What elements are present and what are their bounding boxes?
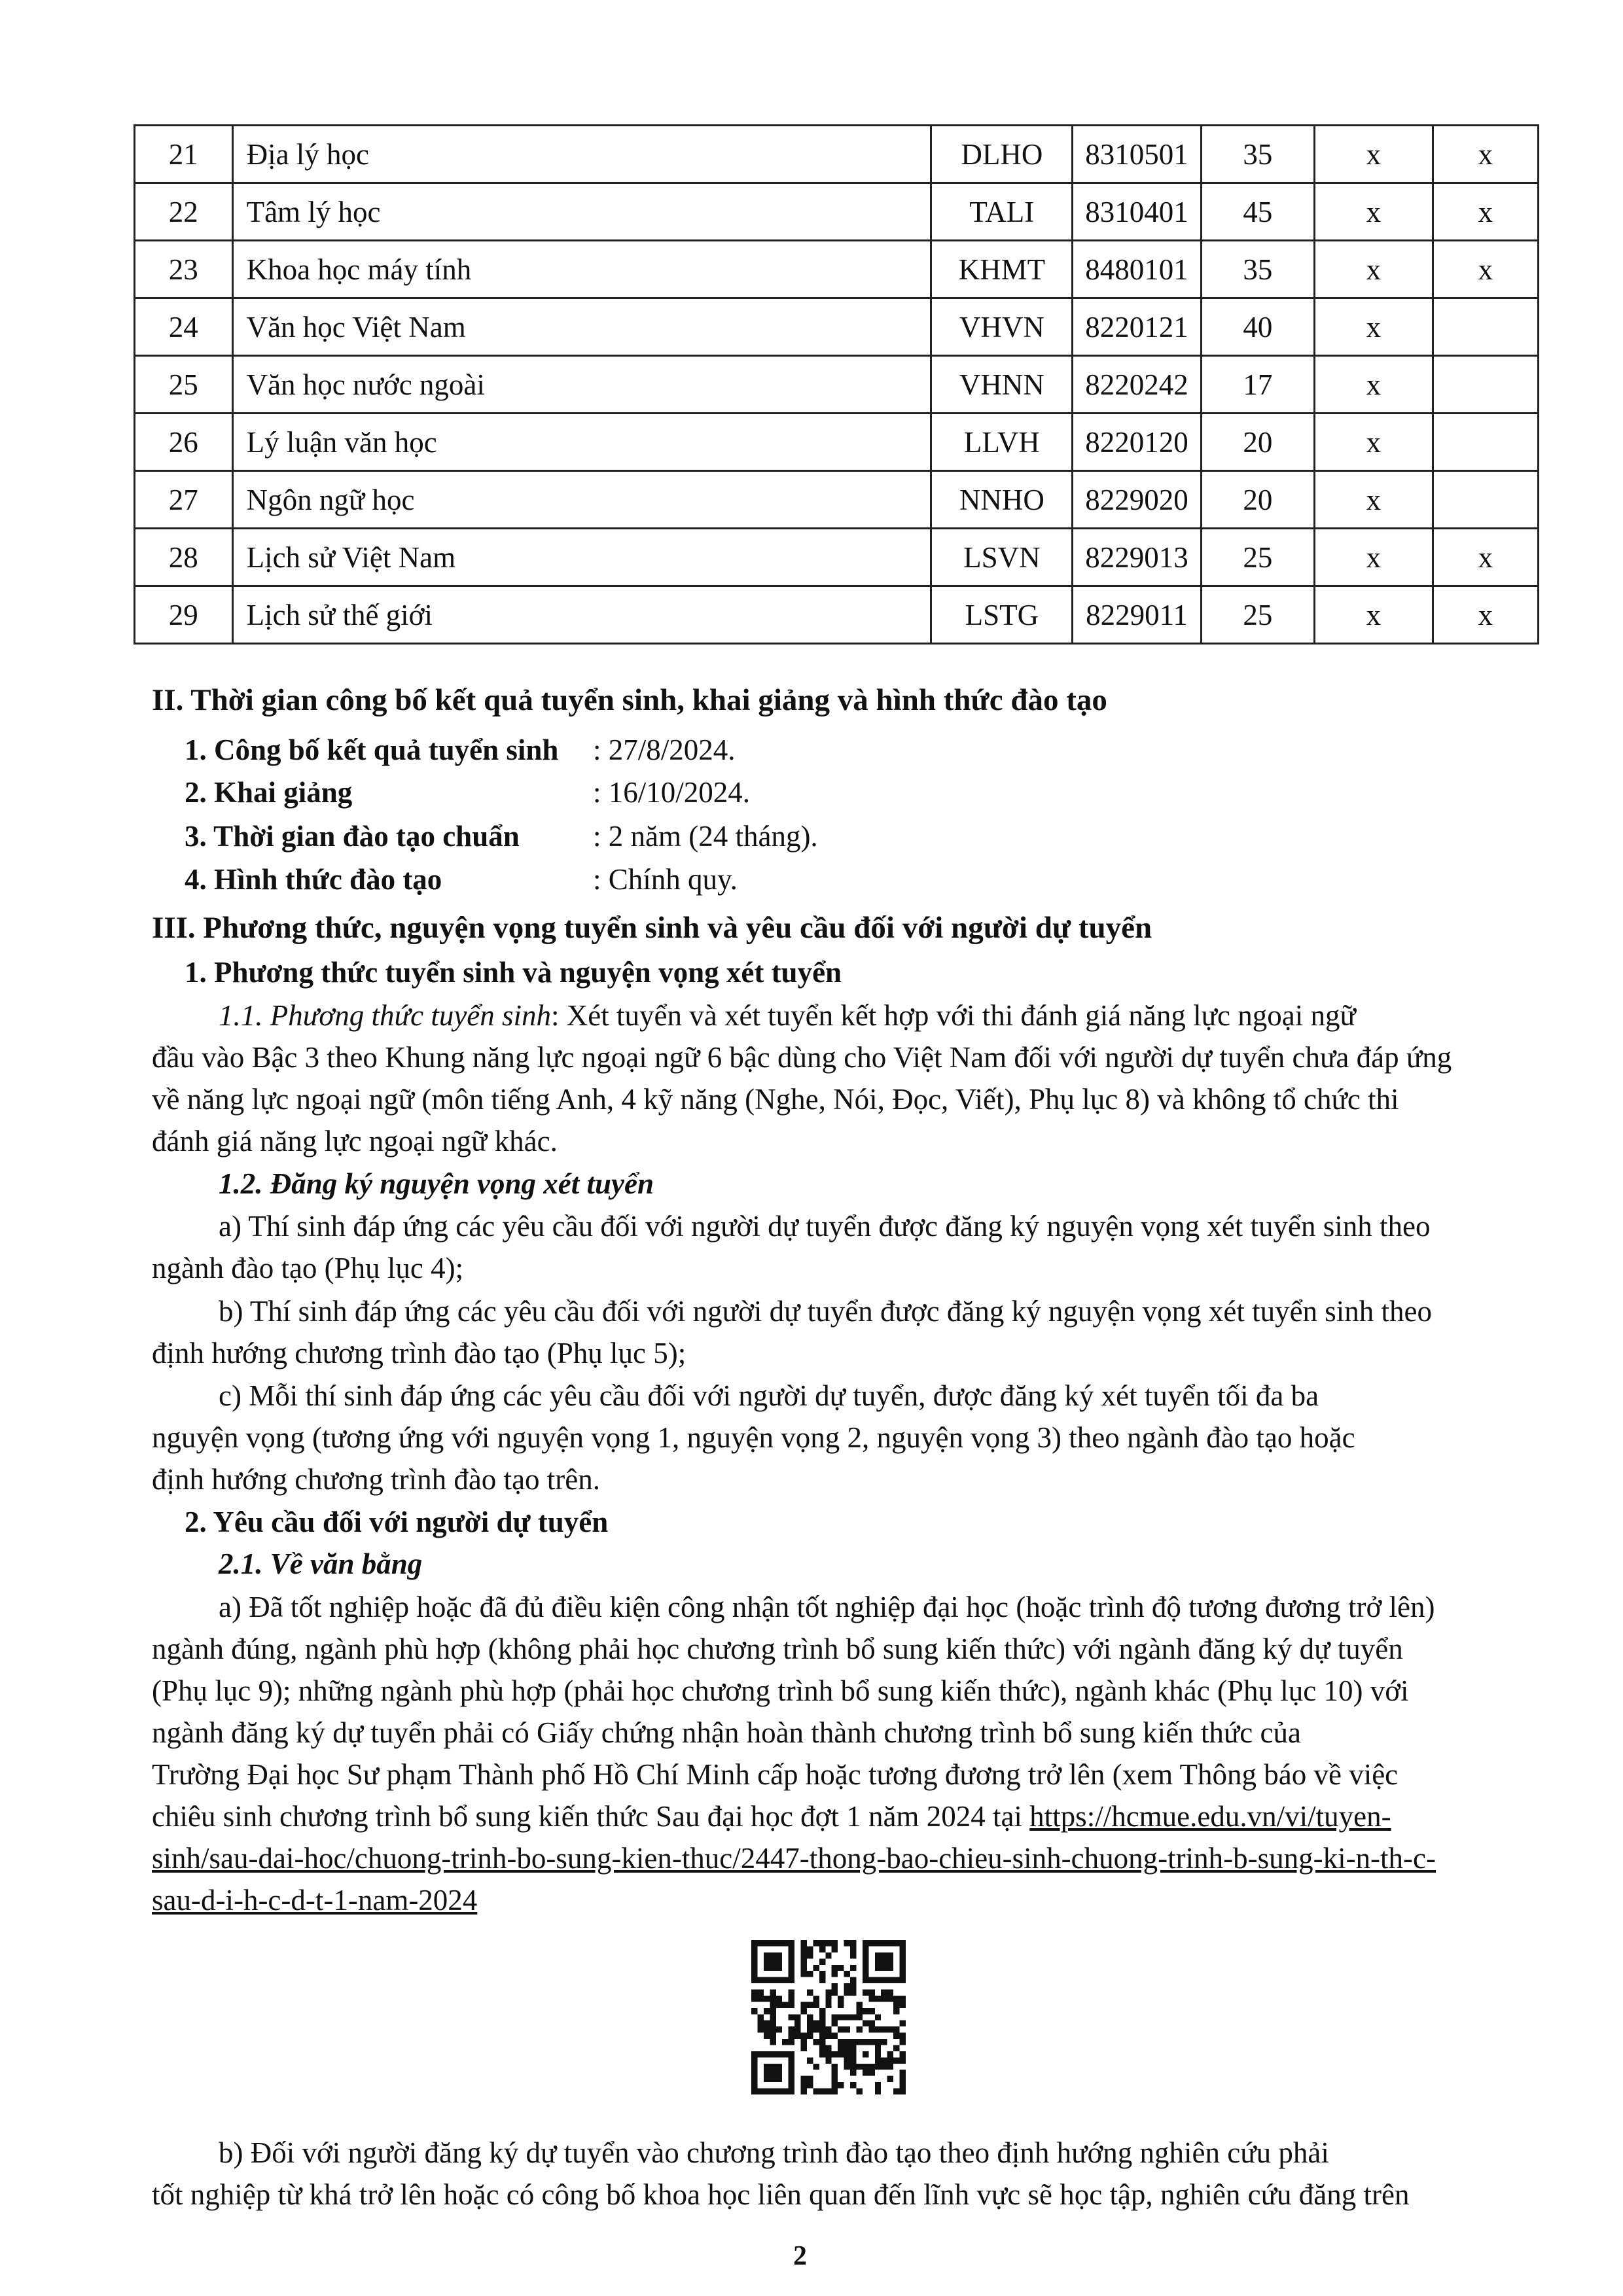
quota: 17 (1201, 356, 1314, 414)
quota: 20 (1201, 471, 1314, 529)
majors-table (134, 124, 1539, 645)
major-number: 8229020 (1073, 471, 1201, 529)
section-3-heading: III. Phương thức, nguyện vọng tuyển sinh và yêu cầu đối với người dự tuyển (152, 911, 1152, 945)
row-number: 26 (135, 414, 233, 471)
major-name: Lý luận văn học (232, 414, 931, 471)
quota: 35 (1201, 126, 1314, 183)
major-code: TALI (931, 183, 1073, 241)
major-name: Lịch sử Việt Nam (232, 529, 931, 586)
a-line-2: ngành đào tạo (Phụ lục 4); (152, 1252, 464, 1284)
orientation-1-mark: x (1315, 356, 1433, 414)
major-code: KHMT (931, 241, 1073, 298)
table-row (135, 126, 1539, 183)
orientation-1-mark: x (1315, 414, 1433, 471)
major-number: 8220120 (1073, 414, 1201, 471)
major-number: 8480101 (1073, 241, 1201, 298)
row-number: 25 (135, 356, 233, 414)
row-number: 27 (135, 471, 233, 529)
major-number: 8310401 (1073, 183, 1201, 241)
a-line-1: a) Thí sinh đáp ứng các yêu cầu đối với người dự tuyển được đăng ký nguyện vọng xét tuyển sinh theo (219, 1210, 1431, 1243)
major-code: VHVN (931, 298, 1073, 356)
s2-item-2-value: : 16/10/2024. (593, 776, 751, 809)
orientation-1-mark: x (1315, 529, 1433, 586)
row-number: 21 (135, 126, 233, 183)
row-number: 29 (135, 586, 233, 644)
major-number: 8229011 (1073, 586, 1201, 644)
p11-text-1: : Xét tuyển và xét tuyển kết hợp với thi đánh giá năng lực ngoại ngữ (551, 999, 1356, 1032)
major-number: 8310501 (1073, 126, 1201, 183)
p21-label: 2.1. Về văn bằng (219, 1547, 423, 1580)
orientation-1-mark: x (1315, 471, 1433, 529)
p11-line-4: đánh giá năng lực ngoại ngữ khác. (152, 1125, 558, 1157)
table-row (135, 183, 1539, 241)
p12-label: 1.2. Đăng ký nguyện vọng xét tuyển (219, 1167, 654, 1200)
s2-item-3-label: 3. Thời gian đào tạo chuẩn (185, 820, 520, 853)
table-row (135, 298, 1539, 356)
a2-line-5: Trường Đại học Sư phạm Thành phố Hồ Chí Minh cấp hoặc tương đương trở lên (xem Thông báo về việc (152, 1758, 1399, 1791)
orientation-2-mark: x (1433, 183, 1538, 241)
p11-line-1 (219, 997, 1356, 1034)
major-name: Văn học nước ngoài (232, 356, 931, 414)
a2-line-4: ngành đăng ký dự tuyển phải có Giấy chứng nhận hoàn thành chương trình bổ sung kiến thức của (152, 1716, 1301, 1749)
a2-line-2: ngành đúng, ngành phù hợp (không phải học chương trình bổ sung kiến thức) với ngành đăng ký dự tuyển (152, 1633, 1403, 1665)
c-line-2: nguyện vọng (tương ứng với nguyện vọng 1, nguyện vọng 2, nguyện vọng 3) theo ngành đào tạo hoặc (152, 1421, 1355, 1454)
qr-code-icon (751, 1940, 906, 2094)
major-code: LLVH (931, 414, 1073, 471)
table-row (135, 414, 1539, 471)
s2-item-4-value: : Chính quy. (593, 863, 738, 896)
quota: 35 (1201, 241, 1314, 298)
major-code: NNHO (931, 471, 1073, 529)
c-line-3: định hướng chương trình đào tạo trên. (152, 1463, 600, 1496)
orientation-2-mark: x (1433, 586, 1538, 644)
p11-line-2: đầu vào Bậc 3 theo Khung năng lực ngoại ngữ 6 bậc dùng cho Việt Nam đối với người dự tuyển chưa đáp ứng (152, 1041, 1452, 1074)
orientation-2-mark (1433, 298, 1538, 356)
orientation-1-mark: x (1315, 183, 1433, 241)
major-name: Văn học Việt Nam (232, 298, 931, 356)
a2-line-6-text: chiêu sinh chương trình bổ sung kiến thức Sau đại học đợt 1 năm 2024 tại (152, 1800, 1030, 1833)
s2-item-2-label: 2. Khai giảng (185, 776, 353, 809)
row-number: 23 (135, 241, 233, 298)
table-row (135, 529, 1539, 586)
major-number: 8220242 (1073, 356, 1201, 414)
page-number: 2 (793, 2241, 807, 2271)
s2-item-3-value: : 2 năm (24 tháng). (593, 820, 818, 853)
row-number: 28 (135, 529, 233, 586)
b2-line-1: b) Đối với người đăng ký dự tuyển vào chương trình đào tạo theo định hướng nghiên cứu phải (219, 2136, 1329, 2169)
s2-item-4-label: 4. Hình thức đào tạo (185, 863, 442, 896)
s3-subheading-2: 2. Yêu cầu đối với người dự tuyển (185, 1506, 609, 1538)
b2-line-2: tốt nghiệp từ khá trở lên hoặc có công bố khoa học liên quan đến lĩnh vực sẽ học tập, nghiên cứu đăng trên (152, 2178, 1410, 2211)
major-number: 8229013 (1073, 529, 1201, 586)
p11-line-3: về năng lực ngoại ngữ (môn tiếng Anh, 4 kỹ năng (Nghe, Nói, Đọc, Viết), Phụ lục 8) và không tổ chức thi (152, 1083, 1399, 1116)
orientation-2-mark (1433, 356, 1538, 414)
s2-item-1-value: : 27/8/2024. (593, 733, 736, 766)
quota: 40 (1201, 298, 1314, 356)
table-row (135, 586, 1539, 644)
table-row (135, 356, 1539, 414)
table-row (135, 471, 1539, 529)
quota: 25 (1201, 529, 1314, 586)
major-name: Lịch sử thế giới (232, 586, 931, 644)
announcement-link-part-3[interactable]: sau-d-i-h-c-d-t-1-nam-2024 (152, 1884, 478, 1916)
b-line-1: b) Thí sinh đáp ứng các yêu cầu đối với người dự tuyển được đăng ký nguyện vọng xét tuyển sinh theo (219, 1295, 1433, 1328)
table-row (135, 241, 1539, 298)
orientation-2-mark: x (1433, 241, 1538, 298)
orientation-2-mark: x (1433, 126, 1538, 183)
major-name: Địa lý học (232, 126, 931, 183)
major-name: Tâm lý học (232, 183, 931, 241)
b-line-2: định hướng chương trình đào tạo (Phụ lục 5); (152, 1337, 687, 1369)
orientation-1-mark: x (1315, 298, 1433, 356)
a2-line-6 (152, 1798, 1391, 1835)
major-name: Ngôn ngữ học (232, 471, 931, 529)
row-number: 22 (135, 183, 233, 241)
quota: 25 (1201, 586, 1314, 644)
s2-item-1-label: 1. Công bố kết quả tuyển sinh (185, 733, 559, 766)
major-number: 8220121 (1073, 298, 1201, 356)
s3-subheading-1: 1. Phương thức tuyển sinh và nguyện vọng xét tuyển (185, 956, 842, 989)
c-line-1: c) Mỗi thí sinh đáp ứng các yêu cầu đối với người dự tuyển, được đăng ký xét tuyển tối đa ba (219, 1379, 1319, 1412)
quota: 20 (1201, 414, 1314, 471)
quota: 45 (1201, 183, 1314, 241)
orientation-1-mark: x (1315, 126, 1433, 183)
p11-label: 1.1. Phương thức tuyển sinh (219, 999, 552, 1032)
a2-line-1: a) Đã tốt nghiệp hoặc đã đủ điều kiện công nhận tốt nghiệp đại học (hoặc trình độ tương đương trở lên) (219, 1591, 1435, 1623)
major-code: DLHO (931, 126, 1073, 183)
major-code: LSTG (931, 586, 1073, 644)
major-code: VHNN (931, 356, 1073, 414)
orientation-1-mark: x (1315, 586, 1433, 644)
major-name: Khoa học máy tính (232, 241, 931, 298)
orientation-2-mark (1433, 471, 1538, 529)
a2-line-3: (Phụ lục 9); những ngành phù hợp (phải học chương trình bổ sung kiến thức), ngành khác (Phụ lục 10) với (152, 1674, 1409, 1707)
announcement-link-part-1[interactable]: https://hcmue.edu.vn/vi/tuyen- (1029, 1800, 1391, 1833)
announcement-link-part-2[interactable]: sinh/sau-dai-hoc/chuong-trinh-bo-sung-kien-thuc/2447-thong-bao-chieu-sinh-chuong-trinh-b-sung-ki-n-th-c- (152, 1842, 1436, 1875)
orientation-2-mark (1433, 414, 1538, 471)
orientation-1-mark: x (1315, 241, 1433, 298)
section-2-heading: II. Thời gian công bố kết quả tuyển sinh, khai giảng và hình thức đào tạo (152, 683, 1107, 717)
row-number: 24 (135, 298, 233, 356)
major-code: LSVN (931, 529, 1073, 586)
orientation-2-mark: x (1433, 529, 1538, 586)
